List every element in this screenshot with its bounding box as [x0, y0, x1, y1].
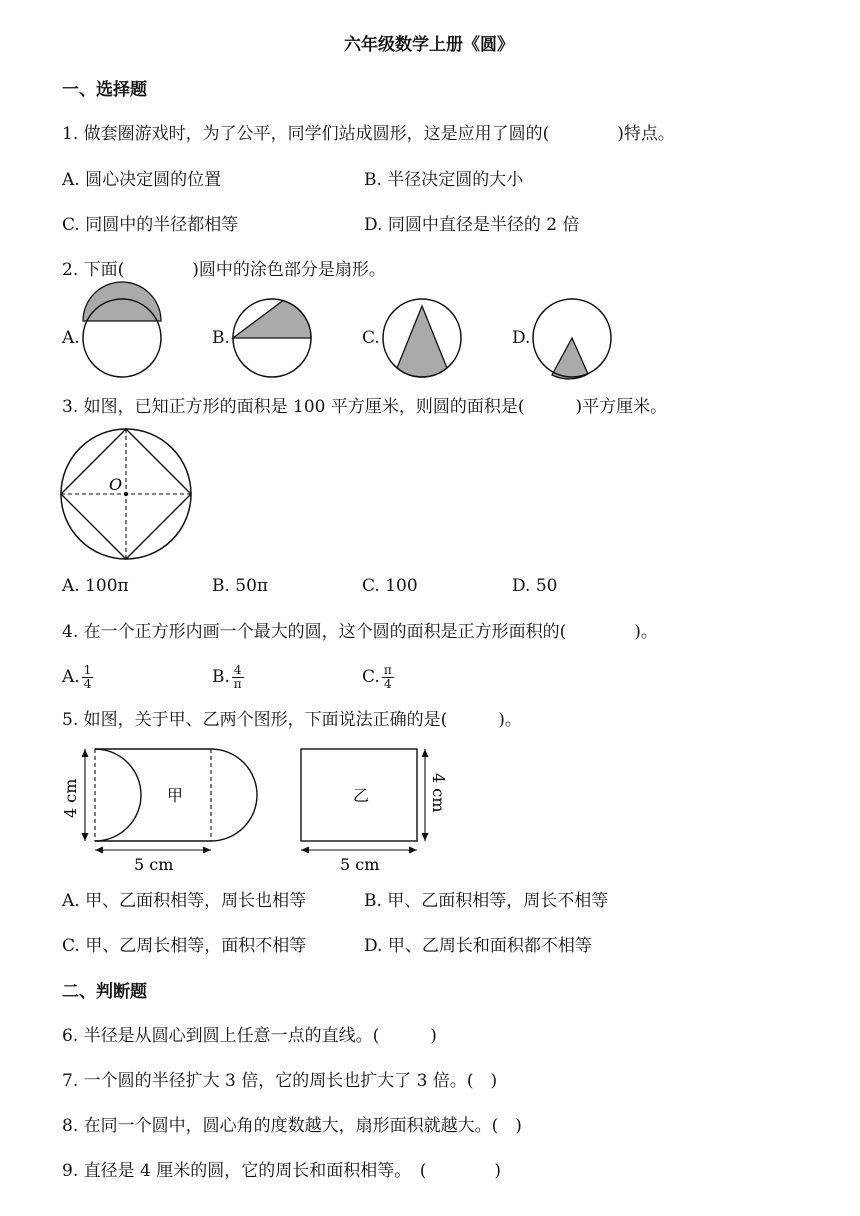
page-title: 六年级数学上册《圆》 — [344, 35, 514, 55]
question-5-stem: 5. 如图，关于甲、乙两个图形，下面说法正确的是( )。 — [62, 710, 522, 730]
question-7: 7. 一个圆的半径扩大 3 倍，它的周长也扩大了 3 倍。( ) — [62, 1071, 498, 1091]
question-4-option-b[interactable] — [212, 664, 244, 691]
fraction-four-over-pi: $\frac{4}{\pi}$ — [233, 663, 242, 691]
question-8: 8. 在同一个圆中，圆心角的度数越大，扇形面积就越大。( ) — [62, 1116, 522, 1136]
question-3-option-d[interactable]: D. 50 — [512, 576, 558, 596]
circle-square-figure — [58, 428, 194, 564]
question-4-option-a[interactable] — [62, 664, 93, 691]
question-4-option-b-label: B. — [212, 667, 230, 687]
question-4-option-c[interactable] — [362, 664, 394, 691]
figure-jia-label: 甲 — [167, 786, 184, 805]
question-4-stem: 4. 在一个正方形内画一个最大的圆，这个圆的面积是正方形面积的( )。 — [62, 622, 658, 642]
question-1-option-b[interactable]: B. 半径决定圆的大小 — [364, 170, 524, 190]
question-5-option-c[interactable]: C. 甲、乙周长相等，面积不相等 — [62, 936, 307, 956]
circle-figure-a — [80, 296, 164, 380]
question-4-option-a-label: A. — [62, 667, 80, 687]
question-2-option-b-label[interactable]: B. — [212, 328, 230, 348]
question-2-stem: 2. 下面( )圆中的涂色部分是扇形。 — [62, 260, 386, 280]
question-6: 6. 半径是从圆心到圆上任意一点的直线。( ) — [62, 1026, 437, 1046]
circle-figure-d — [530, 296, 614, 380]
figure-jia — [58, 744, 268, 878]
question-5-option-a[interactable]: A. 甲、乙面积相等，周长也相等 — [62, 891, 307, 911]
center-o-label: O — [109, 475, 123, 494]
figure-jia-height-label: 4 cm — [61, 778, 80, 818]
fraction-one-quarter: $\frac{1}{4}$ — [83, 663, 92, 691]
circle-figure-c — [380, 296, 464, 380]
question-1-option-d[interactable]: D. 同圆中直径是半径的 2 倍 — [364, 215, 580, 235]
question-5-option-d[interactable]: D. 甲、乙周长和面积都不相等 — [364, 936, 592, 956]
figure-jia-width-label: 5 cm — [134, 855, 174, 874]
figure-yi-label: 乙 — [353, 786, 370, 805]
question-2-option-c-label[interactable]: C. — [362, 328, 380, 348]
figure-yi-width-label: 5 cm — [340, 855, 380, 874]
question-3-option-b[interactable]: B. 50π — [212, 576, 269, 596]
question-4-option-c-label: C. — [362, 667, 380, 687]
figure-yi — [296, 744, 456, 878]
figure-yi-height-label: 4 cm — [429, 773, 448, 813]
question-1-option-c[interactable]: C. 同圆中的半径都相等 — [62, 215, 239, 235]
section-heading-judge: 二、判断题 — [62, 982, 147, 1002]
question-5-option-b[interactable]: B. 甲、乙面积相等，周长不相等 — [364, 891, 609, 911]
section-heading-choice: 一、选择题 — [62, 80, 147, 100]
question-2-option-d-label[interactable]: D. — [512, 328, 531, 348]
question-3-option-a[interactable]: A. 100π — [62, 576, 129, 596]
question-1-stem: 1. 做套圈游戏时，为了公平，同学们站成圆形，这是应用了圆的( )特点。 — [62, 124, 675, 144]
fraction-pi-over-four: $\frac{\pi}{4}$ — [383, 663, 392, 691]
question-1-option-a[interactable]: A. 圆心决定圆的位置 — [62, 170, 222, 190]
question-2-option-a-label[interactable]: A. — [62, 328, 80, 348]
question-3-option-c[interactable]: C. 100 — [362, 576, 418, 596]
question-9: 9. 直径是 4 厘米的圆，它的周长和面积相等。 ( ) — [62, 1161, 502, 1181]
question-3-stem: 3. 如图，已知正方形的面积是 100 平方厘米，则圆的面积是( )平方厘米。 — [62, 397, 668, 417]
circle-figure-b — [230, 296, 314, 380]
